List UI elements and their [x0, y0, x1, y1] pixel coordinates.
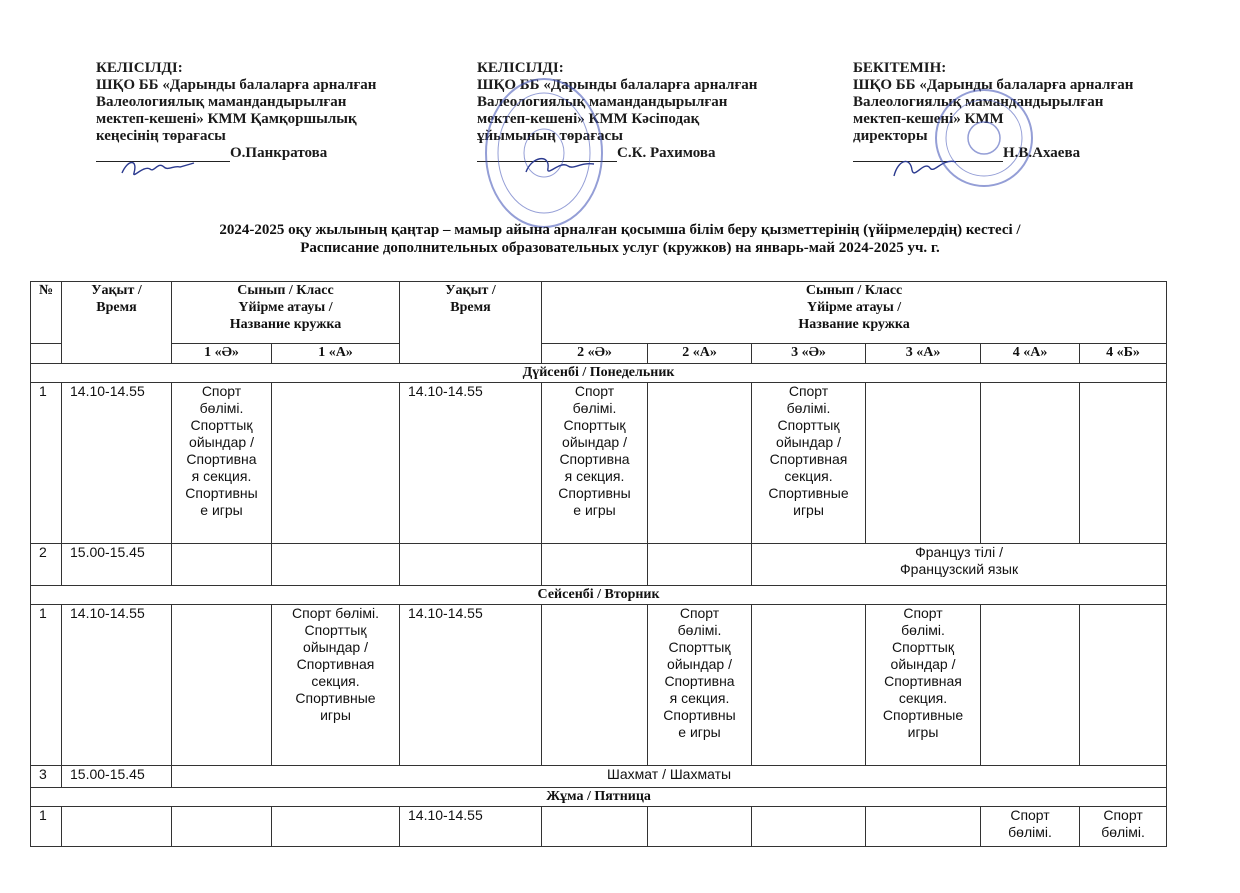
day-label-monday: Дүйсенбі / Понедельник [31, 364, 1167, 383]
table-header-row [31, 282, 1167, 344]
time-cell: 14.10-14.55 [62, 605, 172, 766]
empty-cell [981, 383, 1080, 544]
activity-cell: Спорт бөлімі. Спорттық ойындар / Спортивна я секция. Спортивны е игры [648, 605, 752, 766]
row-number: 1 [31, 383, 62, 544]
activity-cell-chess: Шахмат / Шахматы [172, 766, 1167, 788]
union-stamp [482, 74, 606, 232]
day-label-friday: Жұма / Пятница [31, 788, 1167, 807]
approval-line: ШҚО ББ «Дарынды балаларға арналған [477, 77, 758, 93]
header-time: Уақыт / Время [400, 282, 542, 364]
row-number: 1 [31, 605, 62, 766]
class-header: 4 «А» [981, 344, 1080, 364]
empty-cell [542, 807, 648, 847]
approval-block-council [96, 60, 456, 162]
approval-line: Валеологиялық мамандандырылған [853, 94, 1104, 110]
approval-line: мектеп-кешені» КММ [853, 111, 1004, 127]
header-class-group: Сынып / Класс Үйірме атауы / Название кружка [542, 282, 1167, 344]
empty-cell [1080, 383, 1167, 544]
activity-cell: Спорт бөлімі. Спорттық ойындар / Спортивна я секция. Спортивны е игры [542, 383, 648, 544]
approval-heading: КЕЛІСІЛДІ: [96, 60, 183, 76]
activity-cell: Спорт бөлімі. Спорттық ойындар / Спортивна я секция. Спортивны е игры [172, 383, 272, 544]
empty-cell [648, 544, 752, 586]
approval-line: ШҚО ББ «Дарынды балаларға арналған [96, 77, 377, 93]
signatory-name: О.Панкратова [230, 145, 328, 161]
empty-cell [172, 605, 272, 766]
empty-cell [172, 807, 272, 847]
approval-line: кеңесінің төрағасы [96, 128, 226, 144]
class-header: 1 «Ә» [172, 344, 272, 364]
empty-cell [542, 605, 648, 766]
day-row [31, 364, 1167, 383]
signatory-name: Н.В.Ахаева [1003, 145, 1081, 161]
header-time: Уақыт / Время [62, 282, 172, 364]
table-row [31, 383, 1167, 544]
approval-line: ұйымының төрағасы [477, 128, 623, 144]
document-title [0, 221, 1240, 257]
title-line-ru: Расписание дополнительных образовательных услуг (кружков) на январь-май 2024-2025 уч. г. [300, 240, 940, 256]
signature-scribble [118, 155, 198, 181]
empty-cell [752, 807, 866, 847]
table-class-row [31, 344, 1167, 364]
time-cell: 14.10-14.55 [400, 605, 542, 766]
activity-cell-french: Француз тілі / Французский язык [752, 544, 1167, 586]
day-row [31, 586, 1167, 605]
activity-cell: Спорт бөлімі. [1080, 807, 1167, 847]
title-line-kz: 2024-2025 оқу жылының қаңтар – мамыр айына арналған қосымша білім беру қызметтерінің (үйірмелердің) кестесі / [219, 222, 1021, 238]
approval-heading: БЕКІТЕМІН: [853, 60, 947, 76]
class-header: 4 «Б» [1080, 344, 1167, 364]
approval-line: мектеп-кешені» КММ Қамқоршылық [96, 111, 357, 127]
class-header: 2 «А» [648, 344, 752, 364]
empty-cell [272, 807, 400, 847]
table-row [31, 807, 1167, 847]
time-cell: 15.00-15.45 [62, 766, 172, 788]
class-header: 3 «А» [866, 344, 981, 364]
row-number: 2 [31, 544, 62, 586]
approval-line: мектеп-кешені» КММ Кәсіподақ [477, 111, 700, 127]
empty-cell [172, 544, 272, 586]
time-cell: 14.10-14.55 [400, 383, 542, 544]
header-class-group: Сынып / Класс Үйірме атауы / Название кружка [172, 282, 400, 344]
day-label-tuesday: Сейсенбі / Вторник [31, 586, 1167, 605]
empty-cell [866, 807, 981, 847]
empty-cell [648, 383, 752, 544]
empty-cell [648, 807, 752, 847]
header-num: № [31, 282, 62, 344]
row-number: 1 [31, 807, 62, 847]
empty-cell [272, 383, 400, 544]
day-row [31, 788, 1167, 807]
empty-cell [31, 344, 62, 364]
director-stamp [932, 80, 1036, 196]
table-row [31, 605, 1167, 766]
empty-cell [62, 807, 172, 847]
approval-line: ШҚО ББ «Дарынды балаларға арналған [853, 77, 1134, 93]
activity-cell: Спорт бөлімі. Спорттық ойындар / Спортивная секция. Спортивные игры [752, 383, 866, 544]
approval-line: Валеологиялық мамандандырылған [477, 94, 728, 110]
approval-heading: КЕЛІСІЛДІ: [477, 60, 564, 76]
empty-cell [400, 544, 542, 586]
table-row [31, 544, 1167, 586]
activity-cell: Спорт бөлімі. Спорттық ойындар / Спортивная секция. Спортивные игры [272, 605, 400, 766]
empty-cell [752, 605, 866, 766]
time-cell: 14.10-14.55 [62, 383, 172, 544]
time-cell: 15.00-15.45 [62, 544, 172, 586]
activity-cell: Спорт бөлімі. [981, 807, 1080, 847]
approval-line: директоры [853, 128, 928, 144]
empty-cell [866, 383, 981, 544]
empty-cell [272, 544, 400, 586]
empty-cell [542, 544, 648, 586]
empty-cell [981, 605, 1080, 766]
empty-cell [1080, 605, 1167, 766]
approval-line: Валеологиялық мамандандырылған [96, 94, 347, 110]
activity-cell: Спорт бөлімі. Спорттық ойындар / Спортивная секция. Спортивные игры [866, 605, 981, 766]
schedule-table [30, 281, 1167, 847]
signatory-name: С.К. Рахимова [617, 145, 716, 161]
row-number: 3 [31, 766, 62, 788]
class-header: 2 «Ә» [542, 344, 648, 364]
class-header: 1 «А» [272, 344, 400, 364]
time-cell: 14.10-14.55 [400, 807, 542, 847]
table-row [31, 766, 1167, 788]
class-header: 3 «Ә» [752, 344, 866, 364]
